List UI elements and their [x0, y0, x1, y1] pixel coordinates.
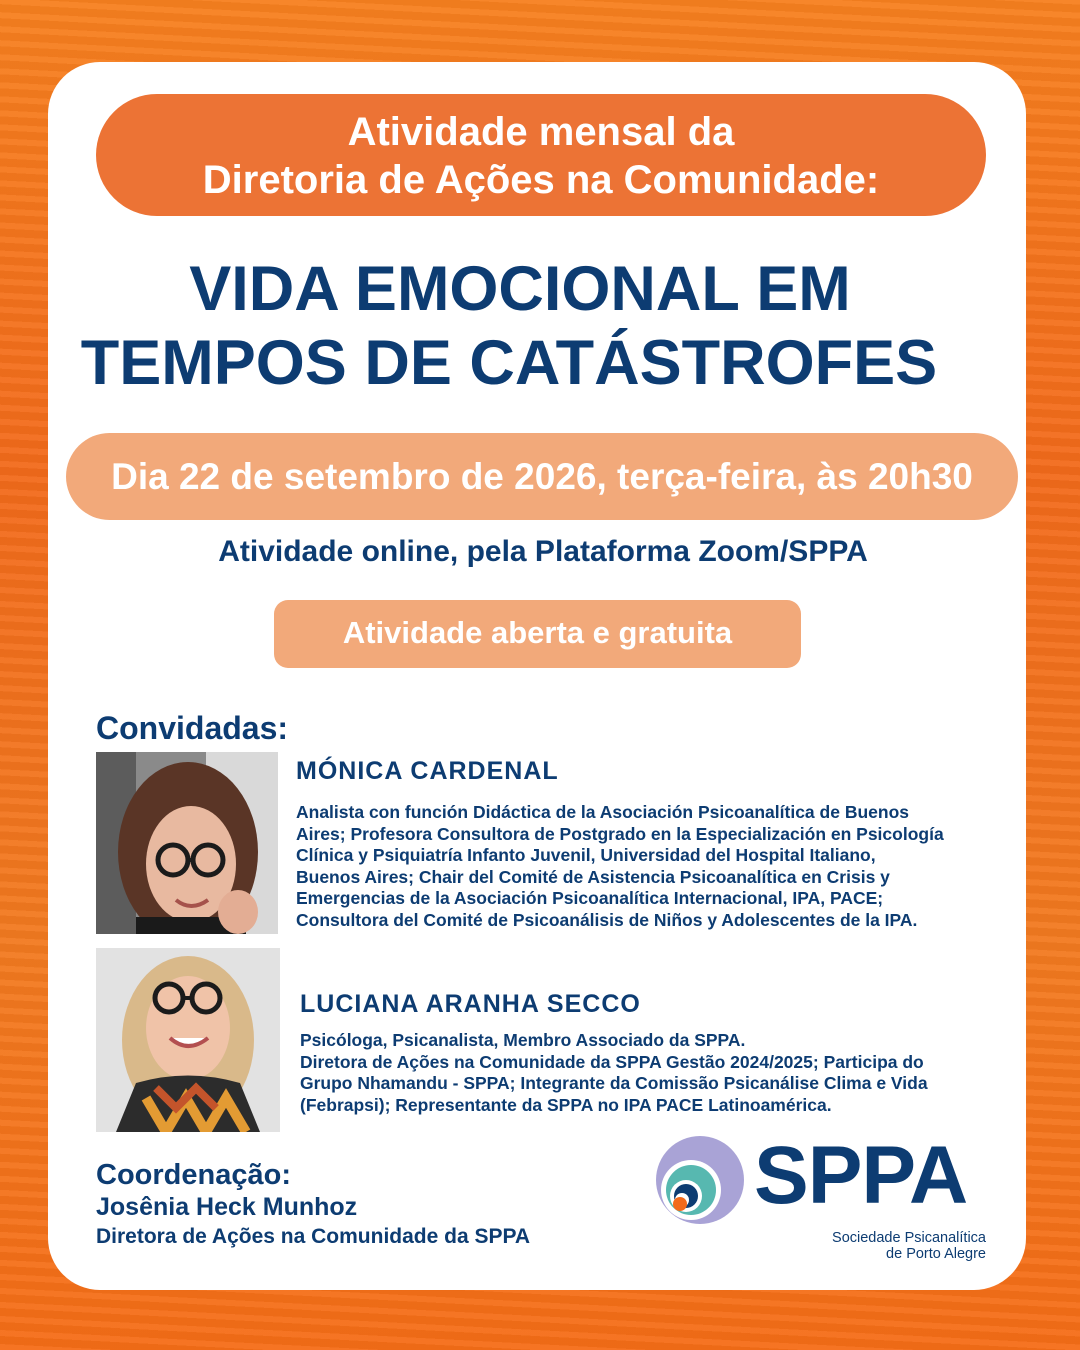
bio-line: Psicóloga, Psicanalista, Membro Associado da SPPA. — [300, 1030, 746, 1050]
guests-heading: Convidadas: — [96, 710, 289, 746]
portrait-illustration — [96, 752, 278, 934]
bio-line: Diretora de Ações na Comunidade da SPPA Gestão 2024/2025; Participa do — [300, 1051, 924, 1072]
sppa-logo-icon — [654, 1134, 746, 1226]
coordinator-role: Diretora de Ações na Comunidade da SPPA — [96, 1225, 531, 1248]
event-platform: Atividade online, pela Plataforma Zoom/SPPA — [218, 535, 868, 568]
sppa-logo-subtitle — [810, 1230, 986, 1262]
sppa-logo-subtitle-line-2: de Porto Alegre — [886, 1246, 986, 1262]
coordination-heading: Coordenação: — [96, 1159, 291, 1191]
header-line-2: Diretoria de Ações na Comunidade: — [202, 158, 880, 202]
coordinator-name: Josênia Heck Munhoz — [96, 1193, 358, 1221]
portrait-illustration — [96, 948, 280, 1132]
bio-line: Emergencias de la Asociación Psicoanalítica Internacional, IPA, PACE; — [296, 888, 884, 908]
free-activity-badge: Atividade aberta e gratuita — [274, 600, 801, 668]
event-title-line-2: TEMPOS DE CATÁSTROFES — [80, 328, 938, 398]
sppa-logo — [654, 1130, 994, 1264]
bio-line: Grupo Nhamandu - SPPA; Integrante da Comissão Psicanálise Clima e Vida — [300, 1073, 928, 1093]
coordination-block — [96, 1158, 530, 1252]
sppa-logo-acronym: SPPA — [754, 1130, 968, 1221]
bio-line: Analista con función Didáctica de la Asociación Psicoanalítica de Buenos — [296, 802, 909, 822]
header-line-1: Atividade mensal da — [347, 110, 735, 154]
guest-name-2: LUCIANA ARANHA SECCO — [300, 990, 641, 1018]
event-date-banner: Dia 22 de setembro de 2026, terça-feira, às 20h30 — [66, 433, 1018, 520]
header-banner — [96, 94, 986, 216]
guest-photo-monica — [96, 752, 278, 934]
bio-line: Clínica y Psiquiatría Infanto Juvenil, Universidad del Hospital Italiano, — [296, 845, 876, 865]
sppa-logo-subtitle-line-1: Sociedade Psicanalítica — [832, 1230, 986, 1246]
event-title — [60, 252, 1020, 400]
guest-bio-1 — [296, 802, 944, 931]
guest-bio-2 — [300, 1030, 928, 1116]
event-title-line-1: VIDA EMOCIONAL EM — [189, 254, 851, 324]
bio-line: Buenos Aires; Chair del Comité de Asistencia Psicoanalítica en Crisis y — [296, 866, 890, 887]
guest-name-1: MÓNICA CARDENAL — [296, 757, 559, 785]
guest-photo-luciana — [96, 948, 280, 1132]
bio-line: (Febrapsi); Representante da SPPA no IPA PACE Latinoamérica. — [300, 1094, 832, 1115]
bio-line: Aires; Profesora Consultora de Postgrado en la Especialización en Psicología — [296, 823, 944, 844]
bio-line: Consultora del Comité de Psicoanálisis de Niños y Adolescentes de la IPA. — [296, 909, 918, 930]
